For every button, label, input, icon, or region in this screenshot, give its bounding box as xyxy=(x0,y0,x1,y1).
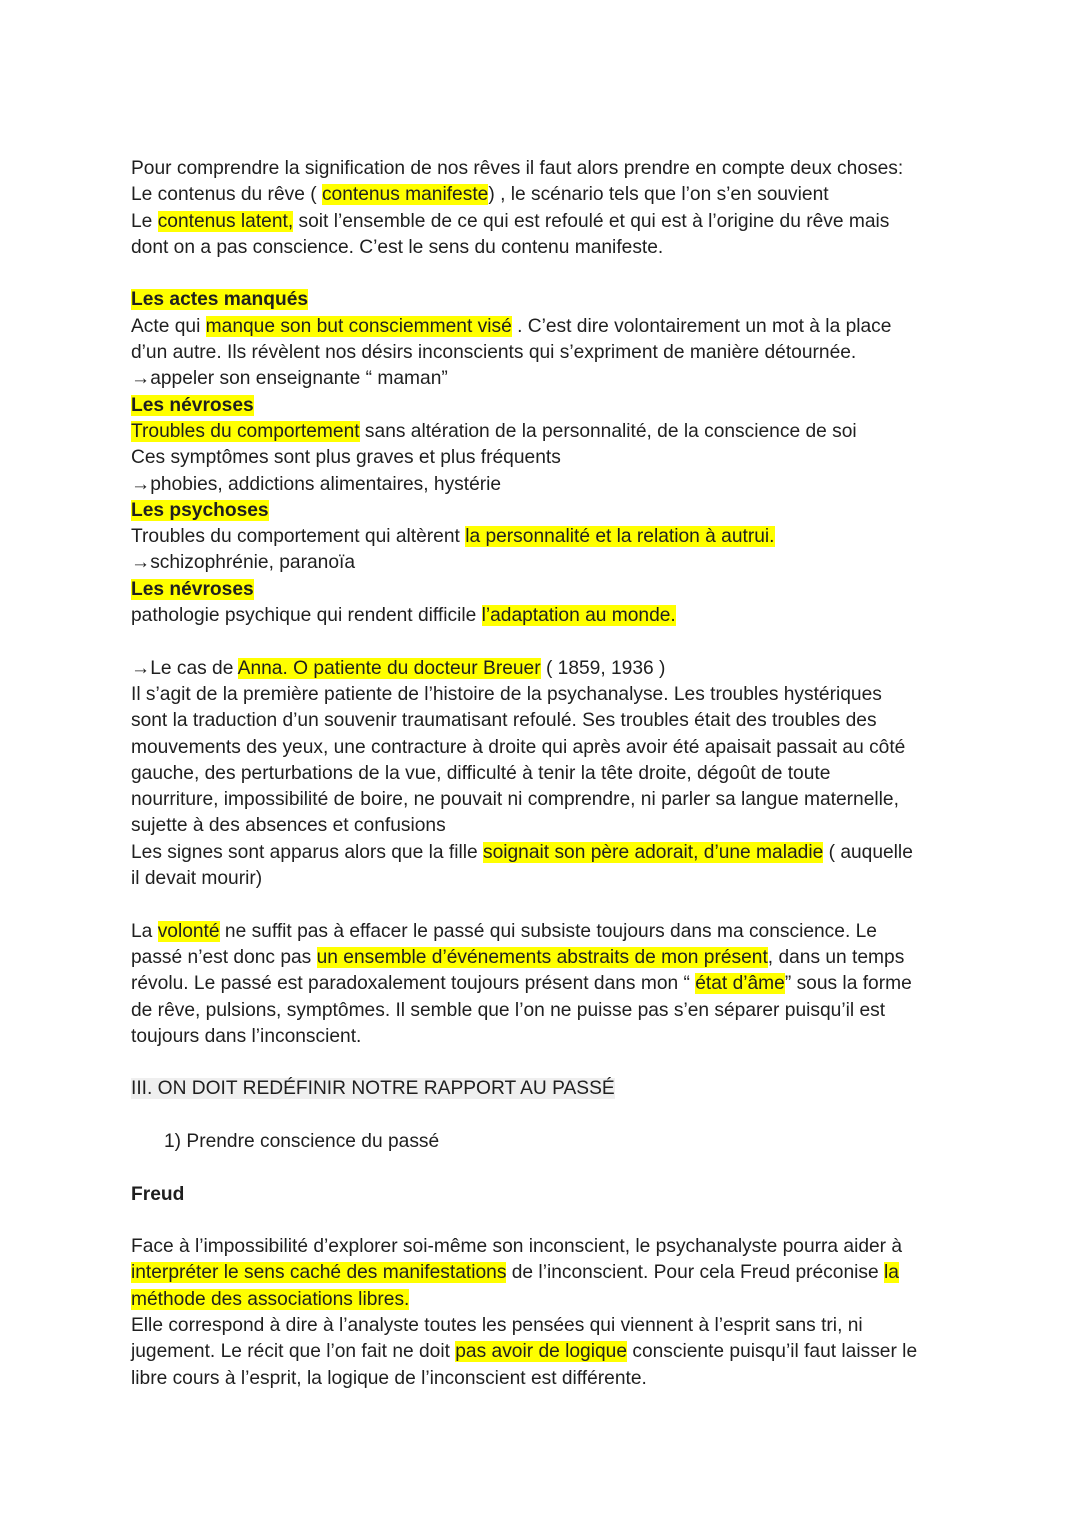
text-line xyxy=(131,524,961,550)
text-line: Face à l’impossibilité d’explorer soi-même son inconscient, le psychanalyste pourra aider à xyxy=(131,1236,903,1258)
highlight: méthode des associations libres. xyxy=(131,1288,410,1310)
highlight: contenus latent, xyxy=(157,210,294,232)
paragraph-freud xyxy=(131,1234,961,1392)
text-span: La xyxy=(131,920,158,942)
heading-highlight: Les névroses xyxy=(131,394,254,416)
text-line xyxy=(131,919,961,945)
example-line: →phobies, addictions alimentaires, hystérie xyxy=(131,473,502,495)
spacer xyxy=(131,1155,961,1181)
text-line xyxy=(131,1287,961,1313)
spacer xyxy=(131,892,961,918)
text-line: nourriture, impossibilité de boire, ne pouvait ni comprendre, ni parler sa langue maternelle, xyxy=(131,789,899,811)
section-title-3 xyxy=(131,1076,961,1102)
text-span: Le contenus du rêve ( xyxy=(131,184,322,206)
heading-highlight: Les névroses xyxy=(131,578,254,600)
heading-highlight: Les psychoses xyxy=(131,499,269,521)
text-span: de l’inconscient. Pour cela Freud préconise xyxy=(506,1262,884,1284)
spacer xyxy=(131,629,961,655)
text-span: soit l’ensemble de ce qui est refoulé et qui est à l’origine du rêve mais xyxy=(293,210,890,232)
highlight: l’adaptation au monde. xyxy=(481,605,676,627)
subsection-title: 1) Prendre conscience du passé xyxy=(164,1130,440,1152)
text-span: ( auquelle xyxy=(823,841,913,863)
text-line xyxy=(131,419,961,445)
text-line xyxy=(131,945,961,971)
text-line: sujette à des absences et confusions xyxy=(131,815,446,837)
paragraph-volonte xyxy=(131,919,961,1050)
example-line: →appeler son enseignante “ maman” xyxy=(131,368,448,390)
spacer xyxy=(131,1050,961,1076)
text-line xyxy=(131,1260,961,1286)
text-line: mouvements des yeux, une contracture à droite qui après avoir été apaisait passait au côté xyxy=(131,736,906,758)
text-line xyxy=(131,1339,961,1365)
text-line: Pour comprendre la signification de nos rêves il faut alors prendre en compte deux choses: xyxy=(131,158,904,179)
highlight: manque son but consciemment visé xyxy=(205,315,512,337)
text-line xyxy=(131,182,961,208)
text-span: pathologie psychique qui rendent difficile xyxy=(131,605,482,627)
text-span: consciente puisqu’il faut laisser le xyxy=(627,1341,918,1363)
text-span: ” sous la forme xyxy=(784,973,912,995)
text-line xyxy=(131,209,961,235)
section-nevroses-1 xyxy=(131,393,961,498)
text-line: gauche, des perturbations de la vue, difficulté à tenir la tête droite, dégoût de toute xyxy=(131,762,831,784)
spacer xyxy=(131,261,961,287)
spacer xyxy=(131,1208,961,1234)
text-line: toujours dans l’inconscient. xyxy=(131,1025,362,1047)
text-line: Il s’agit de la première patiente de l’histoire de la psychanalyse. Les troubles hystériques xyxy=(131,683,882,705)
highlight: soignait son père adorait, d’une maladie xyxy=(482,841,824,863)
highlight: état d’âme xyxy=(695,973,785,995)
text-span: Les signes sont apparus alors que la fille xyxy=(131,841,483,863)
text-line xyxy=(131,603,961,629)
text-span: Acte qui xyxy=(131,315,206,337)
text-line: dont on a pas conscience. C’est le sens du contenu manifeste. xyxy=(131,236,664,258)
highlight: Troubles du comportement xyxy=(131,420,360,442)
paragraph-dream-content xyxy=(131,156,961,261)
section-heading xyxy=(131,498,961,524)
highlight: volonté xyxy=(157,920,220,942)
text-span: Le xyxy=(131,210,158,232)
highlight: un ensemble d’événements abstraits de mon présent xyxy=(316,946,768,968)
text-line xyxy=(131,971,961,997)
highlight: interpréter le sens caché des manifestations xyxy=(131,1262,507,1284)
example-line: →schizophrénie, paranoïa xyxy=(131,552,355,574)
highlight: Anna. O patiente du docteur Breuer xyxy=(237,657,541,679)
text-line xyxy=(131,656,961,682)
text-line: il devait mourir) xyxy=(131,868,263,890)
heading-text: Freud xyxy=(131,1183,185,1205)
section-nevroses-2 xyxy=(131,577,961,630)
text-line xyxy=(131,840,961,866)
text-span: ) , le scénario tels que l’on s’en souvient xyxy=(488,184,829,206)
section-actes-manques xyxy=(131,287,961,392)
text-line: sont la traduction d’un souvenir traumatisant refoulé. Ses troubles était des troubles des xyxy=(131,710,877,732)
text-line: Elle correspond à dire à l’analyste toutes les pensées qui viennent à l’esprit sans tri, ni xyxy=(131,1315,863,1337)
text-span: sans altération de la personnalité, de la conscience de soi xyxy=(359,420,857,442)
text-span: révolu. Le passé est paradoxalement toujours présent dans mon “ xyxy=(131,973,696,995)
spacer xyxy=(131,1103,961,1129)
section-psychoses xyxy=(131,498,961,577)
section-heading xyxy=(131,577,961,603)
highlight: la xyxy=(883,1262,899,1284)
text-span: , dans un temps xyxy=(767,946,905,968)
section-heading xyxy=(131,287,961,313)
text-span: ne suffit pas à effacer le passé qui subsiste toujours dans ma conscience. Le xyxy=(219,920,877,942)
text-line: d’un autre. Ils révèlent nos désirs inconscients qui s’expriment de manière détournée. xyxy=(131,342,857,364)
text-span: →Le cas de xyxy=(131,657,238,679)
text-span: passé n’est donc pas xyxy=(131,946,317,968)
highlight: pas avoir de logique xyxy=(455,1341,628,1363)
text-line: de rêve, pulsions, symptômes. Il semble que l’on ne puisse pas s’en séparer puisqu’il est xyxy=(131,999,886,1021)
text-span: jugement. Le récit que l’on fait ne doit xyxy=(131,1341,456,1363)
section-heading xyxy=(131,393,961,419)
highlight: contenus manifeste xyxy=(321,184,489,206)
paragraph-anna-o xyxy=(131,656,961,893)
text-span: Troubles du comportement qui altèrent xyxy=(131,526,466,548)
freud-heading xyxy=(131,1182,961,1208)
document-page xyxy=(131,156,961,1392)
highlight: la personnalité et la relation à autrui. xyxy=(465,526,775,548)
text-line: libre cours à l’esprit, la logique de l’inconscient est différente. xyxy=(131,1367,647,1389)
text-line: Ces symptômes sont plus graves et plus fréquents xyxy=(131,447,561,469)
grey-highlight: III. ON DOIT REDÉFINIR NOTRE RAPPORT AU PASSÉ xyxy=(131,1078,615,1100)
text-span: . C’est dire volontairement un mot à la place xyxy=(511,315,892,337)
heading-highlight: Les actes manqués xyxy=(131,289,309,311)
text-span: ( 1859, 1936 ) xyxy=(540,657,666,679)
text-line xyxy=(131,314,961,340)
